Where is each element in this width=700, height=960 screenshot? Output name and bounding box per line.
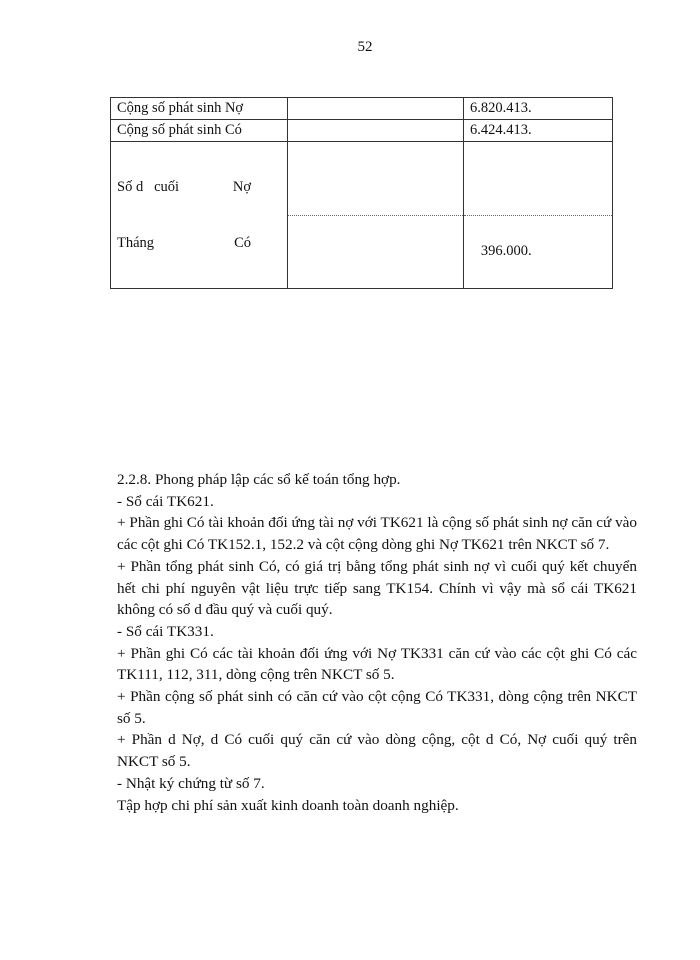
balance-co-label: Có — [234, 235, 251, 251]
balance-co-value: 396.000. — [464, 215, 613, 289]
balance-no-label: Nợ — [232, 179, 251, 195]
paragraph: + Phần ghi Có tài khoản đối ứng tài nợ với TK621 là cộng số phát sinh nợ căn cứ vào các cột ghi Có TK152.1, 152.2 và cột cộng dòng ghi Nợ TK621 trên NKCT số 7. — [117, 514, 637, 554]
paragraph: + Phần ghi Có các tài khoản đối ứng với Nợ TK331 căn cứ vào các cột ghi Có các TK111, 112, 311, dòng cộng trên NKCT số 5. — [117, 644, 637, 684]
row-col2 — [288, 120, 464, 142]
ledger-summary-table — [110, 97, 613, 289]
balance-label-line-2 — [117, 232, 281, 254]
paragraph: + Phần cộng số phát sinh có căn cứ vào cột cộng Có TK331, dòng cộng trên NKCT số 5. — [117, 688, 637, 727]
page-number: 52 — [357, 39, 373, 55]
row-value: 6.820.413. — [464, 98, 613, 120]
paragraph: + Phần d Nợ, d Có cuối quý căn cứ vào dòng cộng, cột d Có, Nợ cuối quý trên NKCT số 5. — [117, 731, 637, 771]
list-item: - Sổ cái TK331. — [117, 622, 214, 640]
list-item: - Nhật ký chứng từ số 7. — [117, 774, 265, 792]
balance-label-cell — [111, 142, 288, 289]
balance-no-col2 — [288, 142, 464, 216]
row-col2 — [288, 98, 464, 120]
balance-month-label: Tháng — [117, 235, 155, 251]
body-text — [117, 469, 637, 816]
balance-label-text: Số d cuối — [117, 179, 180, 195]
balance-no-value — [464, 142, 613, 216]
paragraph: + Phần tổng phát sinh Có, có giá trị bằng tổng phát sinh nợ vì cuối quý kết chuyển hết chi phí nguyên vật liệu trực tiếp sang TK154. Chính vì vậy mà sổ cái TK621 không có số d đầu quý và cuối quý. — [117, 557, 637, 619]
paragraph: Tập hợp chi phí sản xuất kinh doanh toàn doanh nghiệp. — [117, 796, 459, 814]
table-row — [111, 98, 613, 120]
balance-label-line-1 — [117, 176, 281, 198]
list-item: - Sổ cái TK621. — [117, 492, 214, 510]
section-heading: 2.2.8. Phong pháp lập các sổ kế toán tổng hợp. — [117, 471, 401, 488]
row-value: 6.424.413. — [464, 120, 613, 142]
table-row-balance-no — [111, 142, 613, 216]
table-row — [111, 120, 613, 142]
balance-co-col2 — [288, 215, 464, 289]
row-label: Cộng số phát sinh Nợ — [111, 98, 288, 120]
row-label: Cộng số phát sinh Có — [111, 120, 288, 142]
